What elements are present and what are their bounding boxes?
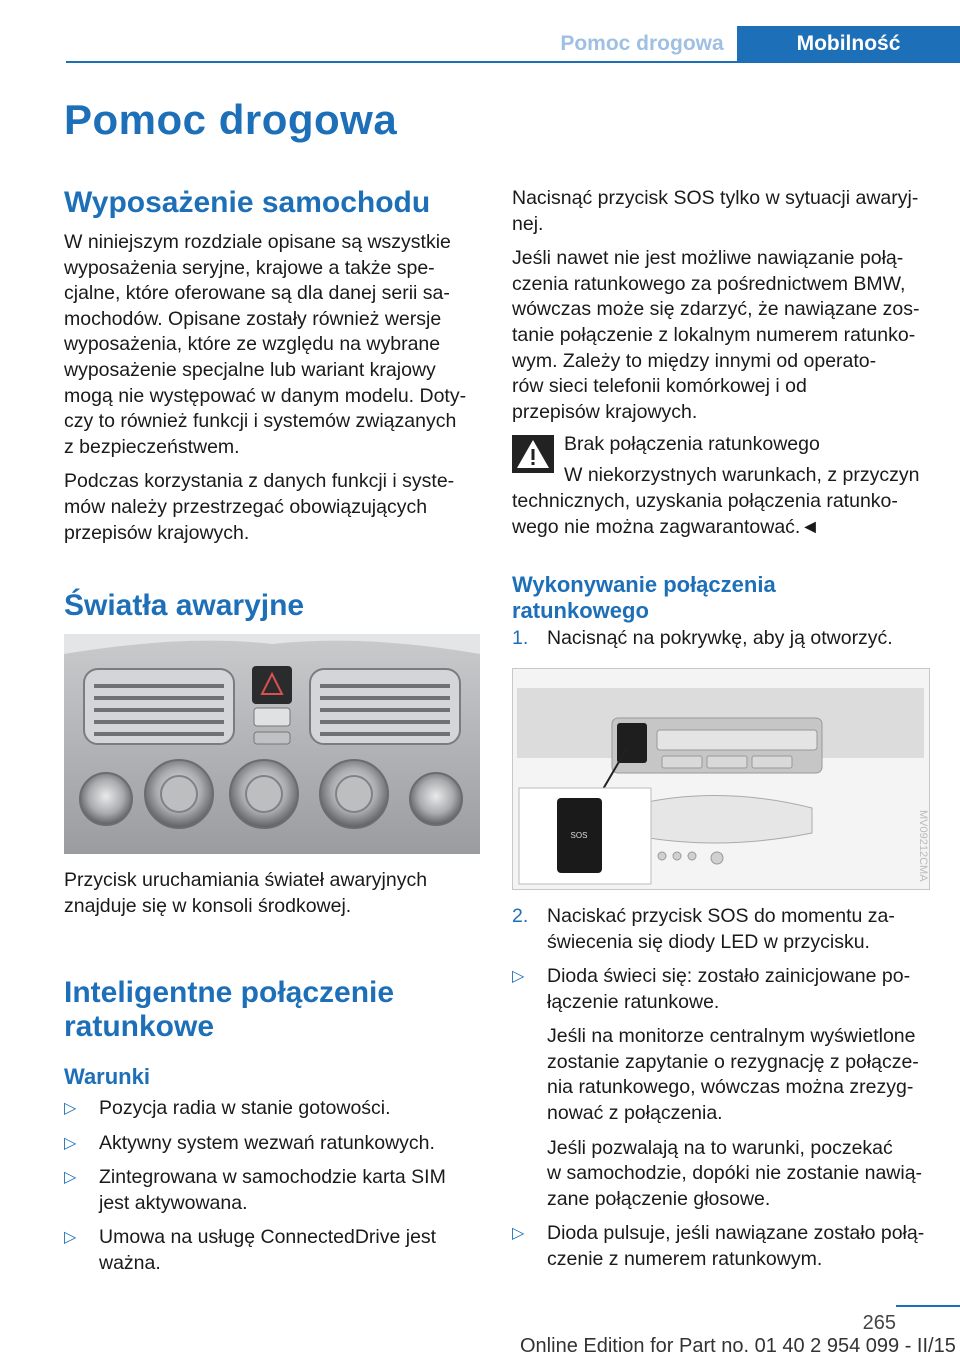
list-item: ▷ Aktywny system wezwań ratunkowych. <box>64 1131 480 1157</box>
image-code: MV09212CMA <box>917 810 929 882</box>
edition-text: Online Edition for Part no. 01 40 2 954 099 - II/15 <box>520 1335 956 1357</box>
hazard-console-image <box>64 634 480 854</box>
warning-text-line-1: W niekorzystnych warunkach, z przyczyn <box>564 464 920 486</box>
step-2: 2. Naciskać przycisk SOS do momentu za‐ świecenia się diody LED w przycisku. <box>512 905 895 953</box>
step-1: 1. Nacisnąć na pokrywkę, aby ją otworzyć. <box>512 626 930 652</box>
equipment-paragraph-2: Podczas korzystania z danych funkcji i syste‐ mów należy przestrzegać obowiązujących przepisów krajowych. <box>64 470 455 544</box>
page-title: Pomoc drogowa <box>64 96 398 143</box>
header-section-tab[interactable]: Pomoc drogowa <box>560 32 724 55</box>
equipment-paragraph-1: W niniejszym rozdziale opisane są wszystkie wyposażenia seryjne, krajowe a także spe‐ cjalne, które oferowane są dla danej serii sa‐ mochodów. Opisane zostały również wersje wyposażenia, które ze względu na wybrane wyposażenie specjalne lub wariant krajowy mogą nie występować w danym modelu. Doty‐ czy to również funkcji i systemów związanych z bezpieczeństwem. <box>64 231 467 458</box>
heading-emergency-call: Inteligentne połączenie ratunkowe <box>64 976 395 1043</box>
left-column <box>64 186 480 546</box>
footer-rule <box>0 1305 960 1307</box>
heading-making-call: Wykonywanie połączenia ratunkowego <box>512 572 776 623</box>
conditions-list <box>64 1096 480 1277</box>
bullet-marker-icon: ▷ <box>512 968 525 985</box>
list-item: ▷ Umowa na usługę ConnectedDrive jest ważna. <box>64 1226 437 1274</box>
page-number: 265 <box>862 1312 896 1334</box>
sos-label: SOS <box>570 831 588 840</box>
sos-button-image <box>512 668 930 890</box>
right-column-intro: Nacisnąć przycisk SOS tylko w sytuacji awaryj‐ nej. Jeśli nawet nie jest możliwe nawiązanie połą‐ czenia ratunkowego za pośrednictwem BMW, wówczas może się zdarzyć, że nawiązane zos‐ tanie połączenie z lokalnym numerem ratunko‐ wym. Zależy to między innymi od operato‐ rów sieci telefonii komórkowej i od przepisów krajowych. <box>512 187 920 423</box>
bullet-marker-icon: ▷ <box>64 1229 77 1247</box>
warning-icon <box>512 435 554 473</box>
warning-text: technicznych, uzyskania połączenia ratunko‐ wego nie można zagwarantować.◄ <box>512 490 898 538</box>
bullet-marker-icon: ▷ <box>512 1225 525 1243</box>
header-chapter-tab[interactable]: Mobilność <box>737 26 960 62</box>
led-status-list <box>512 964 930 1273</box>
heading-hazard-lights: Światła awaryjne <box>64 589 305 622</box>
bullet-marker-icon: ▷ <box>64 1134 77 1152</box>
hazard-caption: Przycisk uruchamiania świateł awaryjnych znajduje się w konsoli środkowej. <box>64 869 428 917</box>
bullet-marker-icon: ▷ <box>64 1100 77 1117</box>
list-item: ▷ Dioda pulsuje, jeśli nawiązane zostało połą‐ czenie z numerem ratunkowym. <box>512 1222 925 1270</box>
step-number: 1. <box>512 627 529 649</box>
step-number: 2. <box>512 905 529 927</box>
bullet-marker-icon: ▷ <box>64 1169 77 1187</box>
list-item: ▷ Dioda świeci się: zostało zainicjowane po‐ łączenie ratunkowe. Jeśli na monitorze centralnym wyświetlone zostanie zapytanie o rezygnację z połącze‐ nia ratunkowego, wówczas można zrezyg‐ nować z połączenia. Jeśli pozwalają na to warunki, poczekać w samochodzie, dopóki nie zostanie nawią‐ zane połączenie głosowe. <box>512 965 923 1210</box>
heading-conditions: Warunki <box>64 1064 150 1089</box>
header-rule <box>66 61 960 63</box>
list-item: ▷ Pozycja radia w stanie gotowości. <box>64 1096 480 1122</box>
warning-title: Brak połączenia ratunkowego <box>564 433 820 455</box>
list-item: ▷ Zintegrowana w samochodzie karta SIM jest aktywowana. <box>64 1166 446 1214</box>
heading-equipment: Wyposażenie samochodu <box>64 186 431 219</box>
